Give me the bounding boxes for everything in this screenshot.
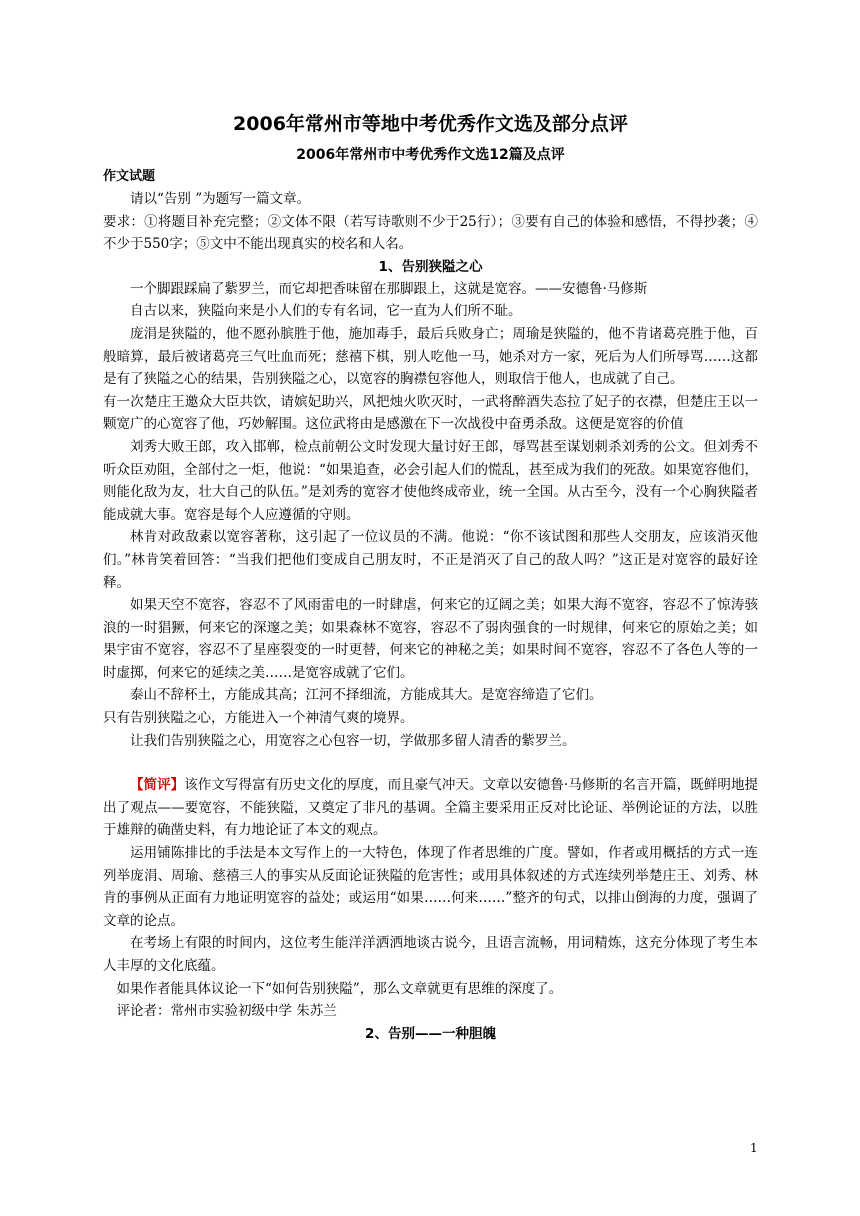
essay-1-heading: 1、告别狭隘之心 bbox=[378, 258, 483, 275]
essay-1-paragraph: 庞涓是狭隘的，他不愿孙膑胜于他，施加毒手，最后兵败身亡；周瑜是狭隘的，他不肯诸葛亮胜于他，百般暗算，最后被诸葛亮三气吐血而死；慈禧下棋，别人吃他一马，她杀对方一家，死后为人们所辱骂……这都是有了狭隘之心的结果，告别狭隘之心，以宽容的胸襟包容他人，则取信于他人，也成就了自己。 bbox=[103, 325, 758, 388]
essay-1-paragraph: 刘秀大败王郎，攻入邯郸，检点前朝公文时发现大量讨好王郎，辱骂甚至谋划刺杀刘秀的公文。但刘秀不听众臣劝阻，全部付之一炬，他说：“如果追查，必会引起人们的慌乱，甚至成为我们的死敌。如果宽容他们，则能化敌为友，壮大自己的队伍。”是刘秀的宽容才使他终成帝业，统一全国。从古至今，没有一个心胸狭隘者能成就大事。宽容是每个人应遵循的守则。 bbox=[103, 438, 758, 523]
essay-1-paragraph: 泰山不辞杯土，方能成其高；江河不择细流，方能成其大。是宽容缔造了它们。 bbox=[130, 687, 603, 704]
essay-1-paragraph: 只有告别狭隘之心，方能进入一个神清气爽的境界。 bbox=[103, 710, 414, 727]
essay-1-paragraph: 有一次楚庄王邀众大臣共饮，请嫔妃助兴，风把烛火吹灭时，一武将醉酒失态拉了妃子的衣襟，但楚庄王以一颗宽广的心宽容了他，巧妙解围。这位武将由是感激在下一次战役中奋勇杀敌。这便是宽容的价值 bbox=[103, 393, 758, 433]
essay-1-paragraph: 自古以来，狭隘向来是小人们的专有名词，它一直为人们所不耻。 bbox=[130, 303, 522, 320]
essay-1-paragraph: 让我们告别狭隘之心，用宽容之心包容一切，学做那多留人清香的紫罗兰。 bbox=[130, 732, 576, 749]
comment-paragraph: 在考场上有限的时间内，这位考生能洋洋洒洒地谈古说今，且语言流畅，用词精炼，这充分体现了考生本人丰厚的文化底蕴。 bbox=[103, 935, 758, 974]
essay-1-paragraph: 一个脚跟踩扁了紫罗兰，而它却把香味留在那脚跟上，这就是宽容。——安德鲁·马修斯 bbox=[130, 280, 648, 297]
document-title: 2006年常州市等地中考优秀作文选及部分点评 bbox=[233, 113, 628, 135]
document-page bbox=[103, 108, 758, 1045]
document-subtitle: 2006年常州市中考优秀作文选12篇及点评 bbox=[296, 147, 565, 163]
comment-paragraph: 运用铺陈排比的手法是本文写作上的一大特色，体现了作者思维的广度。譬如，作者或用概括的方式一连列举庞涓、周瑜、慈禧三人的事实从反面论证狭隘的危害性；或用具体叙述的方式连续列举楚庄王、刘秀、林肯的事例从正面有力地证明宽容的益处；或运用“如果……何来……”整齐的句式，以排山倒海的力度，强调了文章的论点。 bbox=[103, 845, 758, 929]
essay-1-paragraph: 如果天空不宽容，容忍不了风雨雷电的一时肆虐，何来它的辽阔之美；如果大海不宽容，容忍不了惊涛骇浪的一时猖獗，何来它的深邃之美；如果森林不宽容，容忍不了弱肉强食的一时规律，何来它的原始之美；如果宇宙不宽容，容忍不了星座裂变的一时更替，何来它的神秘之美；如果时间不宽容，容忍不了各色人等的一时虚掷，何来它的延续之美……是宽容成就了它们。 bbox=[103, 597, 758, 681]
essay-2-heading: 2、告别——一种胆魄 bbox=[365, 1025, 496, 1042]
reviewer-line: 评论者：常州市实验初级中学 朱苏兰 bbox=[116, 1003, 337, 1020]
comment-text: 该作文写得富有历史文化的厚度，而且豪气冲天。文章以安德鲁·马修斯的名言开篇，既鲜明地提出了观点——要宽容，不能狭隘，又奠定了非凡的基调。全篇主要采用正反对比论证、举例论证的方法，以胜于雄辩的确凿史料，有力地论证了本文的观点。 bbox=[103, 777, 759, 839]
comment-paragraph bbox=[103, 774, 758, 842]
essay-1-paragraph: 林肯对政敌素以宽容著称，这引起了一位议员的不满。他说：“你不该试图和那些人交朋友，应该消灭他们。”林肯笑着回答：“当我们把他们变成自己朋友时，不正是消灭了自己的敌人吗？”这正是对宽容的最好诠释。 bbox=[103, 529, 758, 591]
page-number: 1 bbox=[750, 1141, 758, 1155]
prompt-line: 请以“告别 ”为题写一篇文章。 bbox=[130, 191, 311, 207]
comment-tag: 【简评】 bbox=[130, 777, 185, 794]
spacer bbox=[103, 752, 758, 774]
requirements: 要求：①将题目补充完整；②文体不限（若写诗歌则不少于25行）；③要有自己的体验和感悟，不得抄袭；④不少于550字；⑤文中不能出现真实的校名和人名。 bbox=[103, 213, 758, 253]
section-label: 作文试题 bbox=[103, 169, 156, 184]
comment-paragraph: 如果作者能具体议论一下“如何告别狭隘”，那么文章就更有思维的深度了。 bbox=[116, 980, 563, 997]
